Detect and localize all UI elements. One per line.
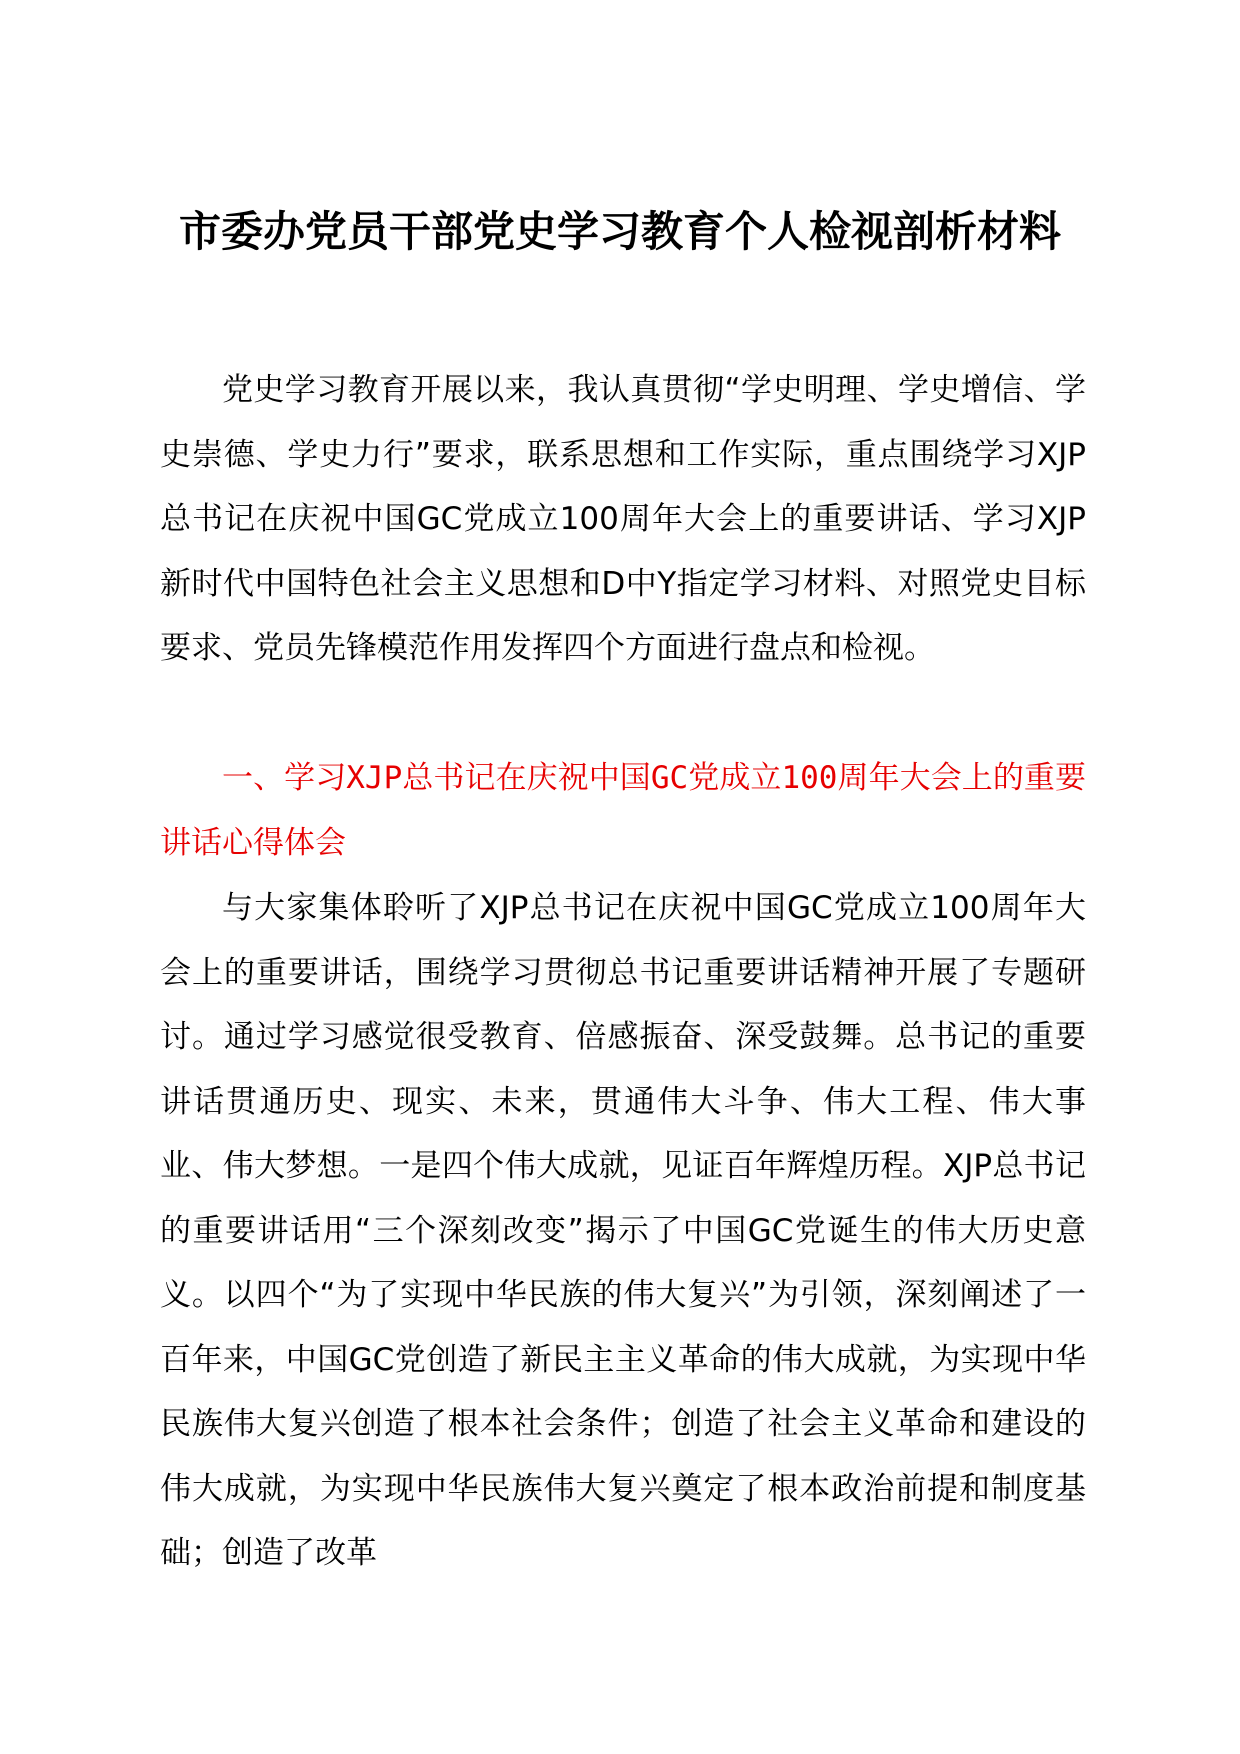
intro-paragraph: 党史学习教育开展以来，我认真贯彻“学史明理、学史增信、学史崇德、学史力行”要求，联系思想和工作实际，重点围绕学习XJP总书记在庆祝中国GC党成立100周年大会上的重要讲话、学习XJP新时代中国特色社会主义思想和D中Y指定学习材料、对照党史目标要求、党员先锋模范作用发挥四个方面进行盘点和检视。	[160, 372, 1086, 666]
document-title: 市委办党员干部党史学习教育个人检视剖析材料	[178, 207, 1061, 256]
body-paragraph: 与大家集体聆听了XJP总书记在庆祝中国GC党成立100周年大会上的重要讲话，围绕学习贯彻总书记重要讲话精神开展了专题研讨。通过学习感觉很受教育、倍感振奋、深受鼓舞。总书记的重要讲话贯通历史、现实、未来，贯通伟大斗争、伟大工程、伟大事业、伟大梦想。一是四个伟大成就，见证百年辉煌历程。XJP总书记的重要讲话用“三个深刻改变”揭示了中国GC党诞生的伟大历史意义。以四个“为了实现中华民族的伟大复兴”为引领，深刻阐述了一百年来，中国GC党创造了新民主主义革命的伟大成就，为实现中华民族伟大复兴创造了根本社会条件；创造了社会主义革命和建设的伟大成就，为实现中华民族伟大复兴奠定了根本政治前提和制度基础；创造了改革	[160, 890, 1086, 1571]
section-heading: 一、学习XJP总书记在庆祝中国GC党成立100周年大会上的重要讲话心得体会	[160, 760, 1086, 861]
